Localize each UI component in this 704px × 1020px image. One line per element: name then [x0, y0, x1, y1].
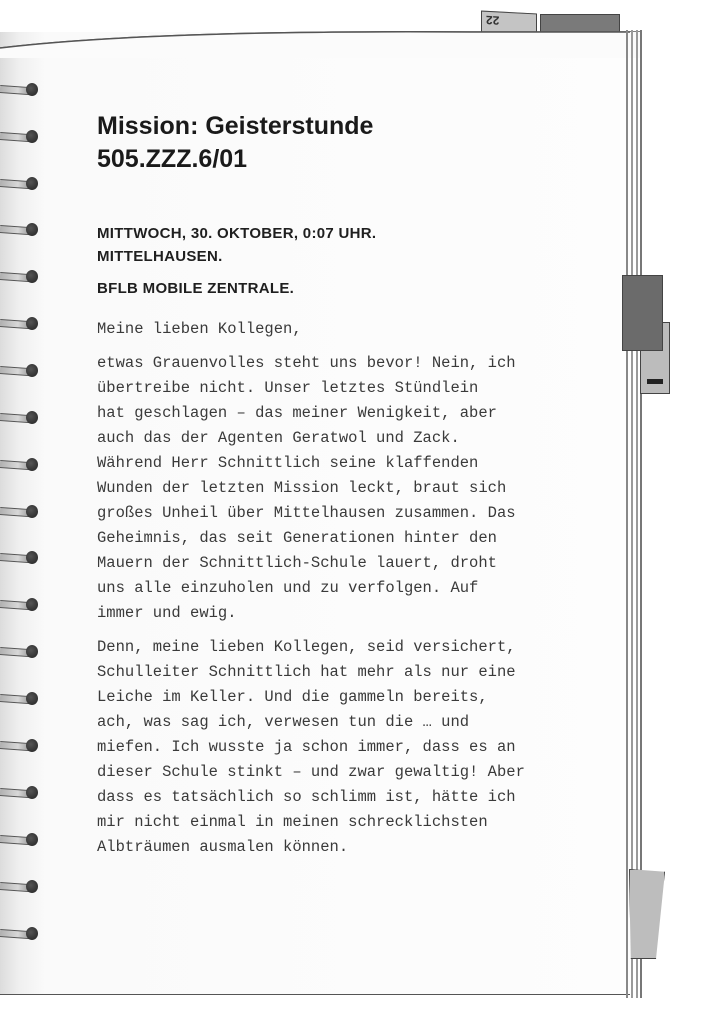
text-line: miefen. Ich wusste ja schon immer, dass es an — [97, 738, 516, 756]
paragraph-1 — [97, 351, 597, 626]
ring — [0, 691, 36, 705]
bottom-side-tab — [629, 869, 665, 959]
dateline — [97, 222, 597, 268]
text-line: Mauern der Schnittlich-Schule lauert, droht — [97, 554, 497, 572]
text-line: Wunden der letzten Mission leckt, braut sich — [97, 479, 507, 497]
ring — [0, 410, 36, 424]
page-content — [97, 110, 597, 860]
text-line: Geheimnis, das seit Generationen hinter den — [97, 529, 497, 547]
paragraph-2 — [97, 635, 597, 860]
ring — [0, 738, 36, 752]
text-line: ach, was sag ich, verwesen tun die … und — [97, 713, 470, 731]
dateline-2: MITTELHAUSEN. — [97, 248, 223, 265]
ring — [0, 457, 36, 471]
ring — [0, 832, 36, 846]
location-heading: BFLB MOBILE ZENTRALE. — [97, 280, 295, 297]
page-title — [97, 110, 597, 176]
ring — [0, 597, 36, 611]
text-line: Schulleiter Schnittlich hat mehr als nur eine — [97, 663, 516, 681]
text-line: Leiche im Keller. Und die gammeln bereits, — [97, 688, 488, 706]
ring — [0, 316, 36, 330]
dateline-1: MITTWOCH, 30. OKTOBER, 0:07 UHR. — [97, 225, 377, 242]
ring — [0, 644, 36, 658]
ring — [0, 269, 36, 283]
title-line-1: Mission: Geisterstunde — [97, 112, 374, 140]
salutation: Meine lieben Kollegen, — [97, 320, 302, 338]
text-line: auch das der Agenten Geratwol und Zack. — [97, 429, 460, 447]
title-line-2: 505.ZZZ.6/01 — [97, 145, 248, 173]
ring — [0, 504, 36, 518]
text-line: immer und ewig. — [97, 604, 237, 622]
ring — [0, 363, 36, 377]
ring — [0, 550, 36, 564]
text-line: Denn, meine lieben Kollegen, seid versichert, — [97, 638, 516, 656]
text-line: etwas Grauenvolles steht uns bevor! Nein, ich — [97, 354, 516, 372]
page-top-edge — [0, 28, 640, 58]
ring — [0, 879, 36, 893]
ring — [0, 176, 36, 190]
text-line: Während Herr Schnittlich seine klaffenden — [97, 454, 479, 472]
top-tab-label: 22 — [486, 12, 500, 28]
ring — [0, 82, 36, 96]
text-line: Albträumen ausmalen können. — [97, 838, 349, 856]
text-line: mir nicht einmal in meinen schrecklichsten — [97, 813, 488, 831]
text-line: übertreibe nicht. Unser letztes Stündlein — [97, 379, 479, 397]
text-line: uns alle einzuholen und zu verfolgen. Auf — [97, 579, 479, 597]
text-line: hat geschlagen – das meiner Wenigkeit, aber — [97, 404, 497, 422]
side-tab-dark — [622, 275, 663, 351]
text-line: dass es tatsächlich so schlimm ist, hätte ich — [97, 788, 516, 806]
ring — [0, 222, 36, 236]
page-edges — [622, 30, 644, 998]
ring — [0, 926, 36, 940]
ring — [0, 129, 36, 143]
ring — [0, 785, 36, 799]
text-line: dieser Schule stinkt – und zwar gewaltig! Aber — [97, 763, 525, 781]
text-line: großes Unheil über Mittelhausen zusammen. Das — [97, 504, 516, 522]
